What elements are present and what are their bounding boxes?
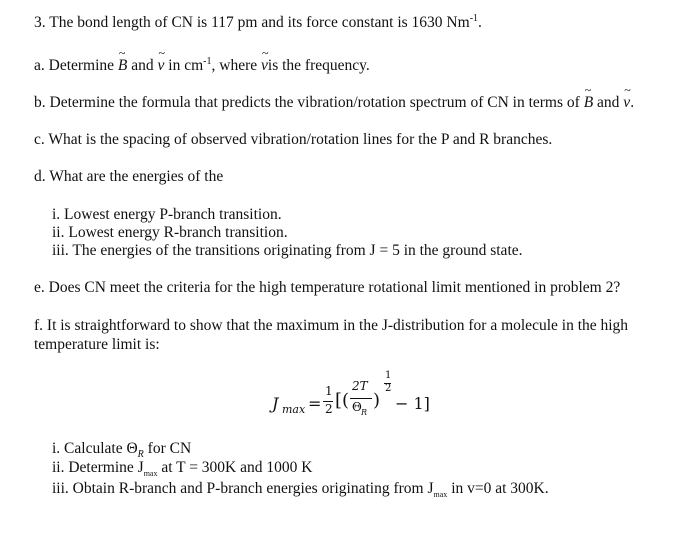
part-d-ii: ii. Lowest energy R-branch transition. — [52, 224, 288, 241]
fraction-denominator: Θ — [352, 400, 362, 414]
part-f-i-suffix: for CN — [143, 440, 192, 457]
part-b-text: b. Determine the formula that predicts the vibration/rotation spectrum of CN in terms of — [34, 94, 584, 111]
part-f-ii-prefix: ii. Determine J — [52, 459, 144, 476]
part-e: e. Does CN meet the criteria for the high temperature rotational limit mentioned in problem 2? — [34, 279, 621, 296]
part-b — [34, 94, 634, 112]
b-tilde-symbol: ~ B — [584, 94, 593, 112]
formula-lhs: J — [272, 394, 279, 413]
half-numerator: 1 — [325, 384, 333, 398]
part-a-and: and — [127, 57, 158, 75]
main-fraction-bar — [350, 398, 372, 399]
unit-exponent: -1 — [469, 13, 479, 24]
close-paren: ) — [373, 390, 381, 411]
formula-tail: − 1] — [395, 394, 430, 413]
part-f-iii-suffix: in v=0 at 300K. — [447, 480, 549, 497]
part-d: d. What are the energies of the — [34, 168, 224, 185]
jmax-subscript: max — [433, 490, 448, 500]
exponent-numerator: 1 — [385, 370, 392, 381]
part-f-ii-suffix: at T = 300K and 1000 K — [157, 459, 313, 476]
exponent-denominator: 2 — [385, 383, 392, 394]
intro-end: . — [478, 14, 482, 32]
theta-subscript: R — [137, 449, 144, 461]
part-a-unit: in cm — [164, 57, 204, 75]
b-tilde-symbol: ~ B — [118, 57, 127, 75]
theta-symbol: Θ — [126, 440, 138, 457]
part-f-i-prefix: i. Calculate — [52, 440, 127, 457]
question-header — [34, 13, 482, 32]
part-a-prefix: a. Determine — [34, 57, 118, 75]
part-f-iii-prefix: iii. Obtain R-branch and P-branch energies originating from J — [52, 480, 434, 497]
part-f-i — [52, 440, 191, 460]
part-a-where: , where — [211, 57, 262, 75]
part-f-ii — [52, 459, 312, 478]
part-f-iii — [52, 480, 549, 499]
part-f: f. It is straightforward to show that the maximum in the J-distribution for a molecule in the high temperature limit is: — [34, 317, 629, 353]
part-a-end: is the frequency. — [267, 57, 370, 75]
formula-lhs-sub: max — [282, 403, 306, 416]
unit-exponent: -1 — [203, 56, 212, 67]
nu-tilde-symbol: ~ ν — [623, 94, 630, 112]
question-intro: 3. The bond length of CN is 117 pm and its force constant is 1630 Nm — [34, 14, 470, 32]
nu-tilde-symbol: ~ ν — [261, 57, 268, 75]
part-a — [34, 56, 370, 75]
formula-equals: = — [308, 394, 322, 413]
part-b-and: and — [593, 94, 624, 111]
denominator-sub: R — [361, 408, 368, 417]
part-d-i: i. Lowest energy P-branch transition. — [52, 206, 282, 223]
half-denominator: 2 — [325, 402, 333, 416]
open-bracket: [( — [335, 390, 350, 411]
jmax-formula — [272, 370, 432, 430]
nu-tilde-symbol: ~ ν — [158, 57, 165, 75]
fraction-numerator: 2T — [352, 379, 368, 393]
part-c: c. What is the spacing of observed vibration/rotation lines for the P and R branches. — [34, 131, 553, 148]
part-b-end: . — [630, 94, 635, 111]
jmax-subscript: max — [143, 469, 158, 479]
part-d-iii: iii. The energies of the transitions originating from J = 5 in the ground state. — [52, 242, 523, 259]
